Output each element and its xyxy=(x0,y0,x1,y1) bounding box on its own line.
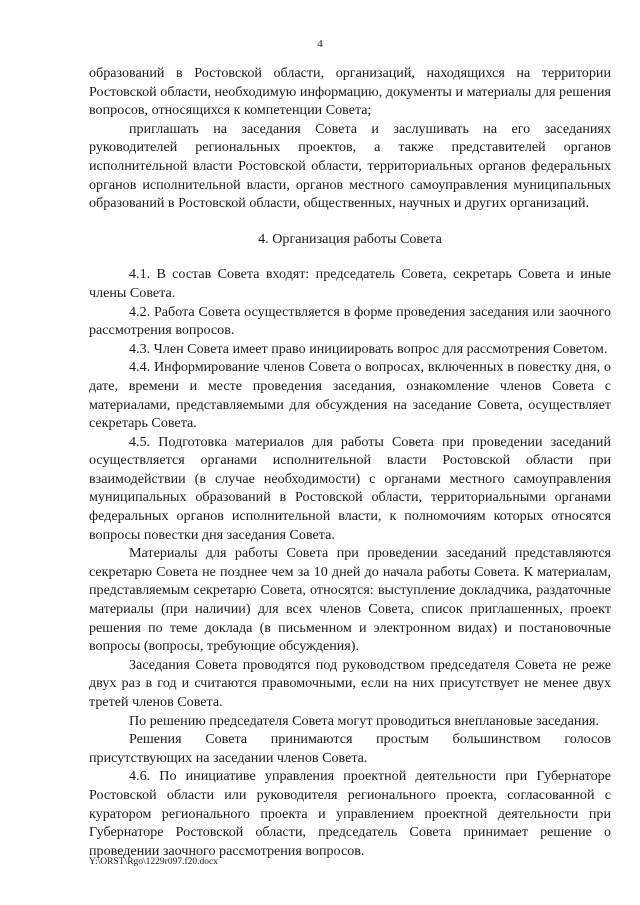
paragraph-unscheduled: По решению председателя Совета могут проводиться внеплановые заседания. xyxy=(129,712,600,729)
paragraph-4-5: 4.5. Подготовка материалов для работы Совета при проведении заседаний осуществляется органами исполнительной власти Ростовской области при взаимодействии (в случае необходимости) с органами местного самоуправления муниципальных образований в Ростовской области, территориальными органами федеральных органов исполнительной власти, к полномочиям которых относятся вопросы повестки дня заседания Совета. xyxy=(89,433,611,543)
paragraph-4-6: 4.6. По инициативе управления проектной деятельности при Губернаторе Ростовской области или руководителя регионального проекта, согласованной с куратором регионального проекта и управлением проектной деятельности при Губернаторе Ростовской области, председатель Совета принимает решение о проведении заочного рассмотрения вопросов. xyxy=(89,768,611,859)
page-number: 4 xyxy=(317,38,323,50)
paragraph-4-3: 4.3. Член Совета имеет право инициировать вопрос для рассмотрения Советом. xyxy=(129,340,608,357)
paragraph-invite: приглашать на заседания Совета и заслушивать на его заседаниях руководителей региональных проектов, а также представителей органов исполнительной власти Ростовской области, территориальных органов федеральных органов исполнительной власти, органов местного самоуправления муниципальных образований в Ростовской области, общественных, научных и других организаций. xyxy=(89,120,611,212)
section-title: 4. Организация работы Совета xyxy=(258,230,442,247)
paragraph-meetings: Заседания Совета проводятся под руководством председателя Совета не реже двух раз в год и считаются правомочными, если на них присутствует не менее двух третей членов Совета. xyxy=(89,656,611,710)
paragraph-4-4: 4.4. Информирование членов Совета о вопросах, включенных в повестку дня, о дате, времени и месте проведения заседания, ознакомление членов Совета с материалами, представляемыми для обсуждения на заседание Совета, осуществляет секретарь Совета. xyxy=(89,359,611,432)
paragraph-continuation: образований в Ростовской области, организаций, находящихся на территории Ростовской области, необходимую информацию, документы и материалы для решения вопросов, относящихся к компетенции Совета; xyxy=(89,65,611,119)
file-path-footer: Y:\ORST\Rgo\1229r097.f20.docx xyxy=(89,857,218,867)
paragraph-materials: Материалы для работы Совета при проведении заседаний представляются секретарю Совета не позднее чем за 10 дней до начала работы Совета. К материалам, представляемым секретарю Совета, относятся: выступление докладчика, раздаточные материалы (при наличии) для всех членов Совета, список приглашенных, проект решения по теме доклада (в письменном и электронном видах) и постановочные вопросы (вопросы, требующие обсуждения). xyxy=(89,545,611,655)
paragraph-decisions: Решения Совета принимаются простым большинством голосов присутствующих на заседании членов Совета. xyxy=(89,731,611,766)
paragraph-4-2: 4.2. Работа Совета осуществляется в форме проведения заседания или заочного рассмотрения вопросов. xyxy=(89,303,611,339)
paragraph-4-1: 4.1. В состав Совета входят: председатель Совета, секретарь Совета и иные члены Совета. xyxy=(89,266,611,301)
document-body xyxy=(89,64,611,860)
